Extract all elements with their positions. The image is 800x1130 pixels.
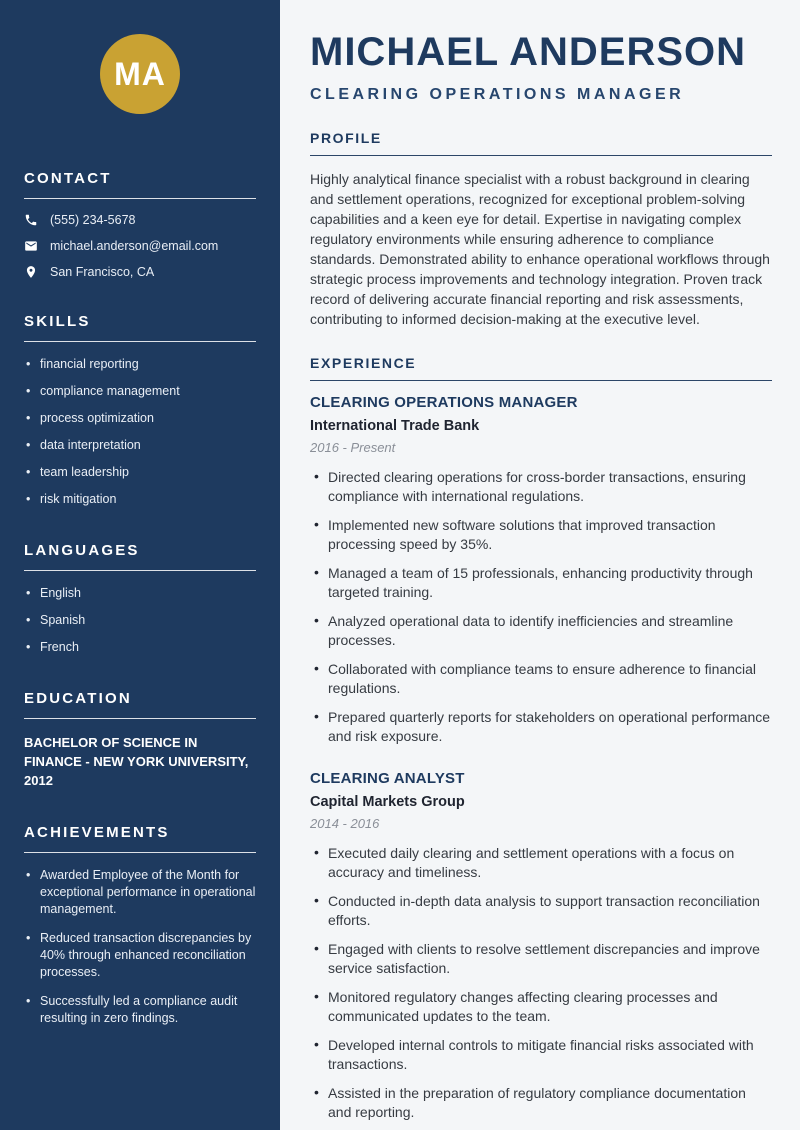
profile-section (310, 130, 772, 329)
achievements-list (24, 867, 256, 1027)
contact-location-row (24, 265, 256, 279)
job-1-title: CLEARING OPERATIONS MANAGER (310, 394, 578, 411)
job-bullet: • Developed internal controls to mitigate financial risks associated with transactions. (310, 1036, 772, 1074)
job-2-company: Capital Markets Group (310, 794, 465, 810)
contact-divider (24, 198, 256, 199)
skill-item: • risk mitigation (24, 491, 256, 508)
job-2-dates: 2014 - 2016 (310, 816, 380, 831)
skills-divider (24, 341, 256, 342)
experience-divider (310, 380, 772, 381)
job-2-bullets (310, 844, 772, 1122)
skills-list (24, 356, 256, 508)
job-bullet: • Engaged with clients to resolve settlement discrepancies and improve service satisfaction. (310, 940, 772, 978)
profile-heading: PROFILE (310, 130, 382, 146)
languages-section (24, 542, 256, 656)
avatar-initials: MA (114, 55, 166, 92)
achievement-item: • Successfully led a compliance audit resulting in zero findings. (24, 993, 256, 1027)
sidebar (0, 0, 280, 1130)
experience-heading: EXPERIENCE (310, 355, 417, 371)
email-icon (24, 239, 38, 253)
contact-phone-row (24, 213, 256, 227)
avatar (100, 34, 180, 114)
job-bullet: • Collaborated with compliance teams to ensure adherence to financial regulations. (310, 660, 772, 698)
job-bullet: • Executed daily clearing and settlement operations with a focus on accuracy and timeliness. (310, 844, 772, 882)
skills-heading: SKILLS (24, 313, 91, 330)
achievements-divider (24, 852, 256, 853)
skill-item: • compliance management (24, 383, 256, 400)
skills-section (24, 313, 256, 508)
job-bullet: • Implemented new software solutions that improved transaction processing speed by 35%. (310, 516, 772, 554)
language-item: • French (24, 639, 256, 656)
achievement-item: • Reduced transaction discrepancies by 40% through enhanced reconciliation processes. (24, 930, 256, 981)
contact-location: San Francisco, CA (50, 265, 155, 279)
languages-heading: LANGUAGES (24, 542, 140, 559)
achievements-heading: ACHIEVEMENTS (24, 824, 170, 841)
contact-email: michael.anderson@email.com (50, 239, 219, 253)
job-bullet: • Analyzed operational data to identify inefficiencies and streamline processes. (310, 612, 772, 650)
education-degree: BACHELOR OF SCIENCE IN FINANCE - NEW YORK UNIVERSITY, 2012 (24, 735, 249, 788)
job-bullet: • Monitored regulatory changes affecting clearing processes and communicated updates to the team. (310, 988, 772, 1026)
person-name: MICHAEL ANDERSON (310, 30, 747, 74)
job-bullet: • Assisted in the preparation of regulatory compliance documentation and reporting. (310, 1084, 772, 1122)
contact-email-row (24, 239, 256, 253)
main-content (280, 0, 800, 1130)
skill-item: • process optimization (24, 410, 256, 427)
job-bullet: • Conducted in-depth data analysis to support transaction reconciliation efforts. (310, 892, 772, 930)
education-divider (24, 718, 256, 719)
education-heading: EDUCATION (24, 690, 132, 707)
profile-divider (310, 155, 772, 156)
contact-heading: CONTACT (24, 170, 112, 187)
job-1-dates: 2016 - Present (310, 440, 396, 455)
phone-icon (24, 213, 38, 227)
job-bullet: • Prepared quarterly reports for stakeholders on operational performance and risk exposure. (310, 708, 772, 746)
job-bullet: • Directed clearing operations for cross-border transactions, ensuring compliance with international regulations. (310, 468, 772, 506)
languages-divider (24, 570, 256, 571)
contact-phone: (555) 234-5678 (50, 213, 136, 227)
job-2-title: CLEARING ANALYST (310, 770, 465, 787)
job-1-bullets (310, 468, 772, 746)
skill-item: • financial reporting (24, 356, 256, 373)
location-icon (24, 265, 38, 279)
job-bullet: • Managed a team of 15 professionals, enhancing productivity through targeted training. (310, 564, 772, 602)
achievement-item: • Awarded Employee of the Month for exceptional performance in operational management. (24, 867, 256, 918)
job-entry-2 (310, 770, 772, 1122)
experience-section (310, 355, 772, 1122)
contact-section (24, 170, 256, 279)
language-item: • Spanish (24, 612, 256, 629)
languages-list (24, 585, 256, 656)
skill-item: • data interpretation (24, 437, 256, 454)
job-entry-1 (310, 394, 772, 746)
achievements-section (24, 824, 256, 1027)
skill-item: • team leadership (24, 464, 256, 481)
job-1-company: International Trade Bank (310, 418, 480, 434)
person-job-title: CLEARING OPERATIONS MANAGER (310, 86, 685, 103)
profile-text: Highly analytical finance specialist with a robust background in clearing and settlement operations, recognized for exceptional problem-solving capabilities and a keen eye for detail. Expertise in navigating complex regulatory environments while ensuring adherence to compliance standards. Demonstrated ability to enhance operational workflows through strategic process improvements and technology integration. Proven track record of delivering accurate financial reporting and risk assessments, contributing to informed decision-making at the executive level. (310, 171, 770, 327)
language-item: • English (24, 585, 256, 602)
education-section (24, 690, 256, 790)
